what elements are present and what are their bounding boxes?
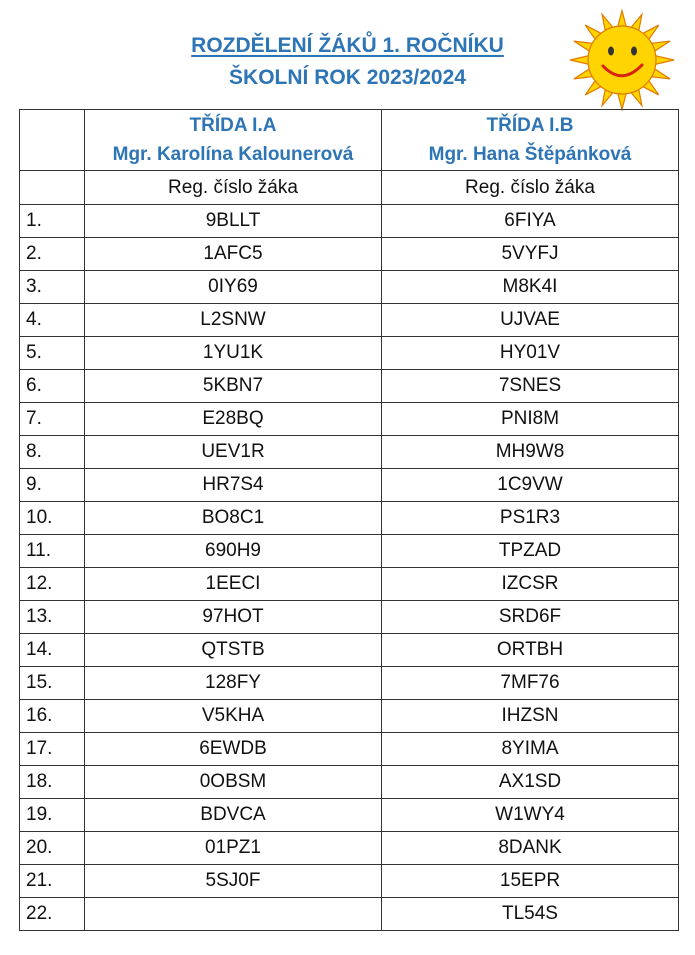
- class-a-reg-number: V5KHA: [85, 700, 382, 733]
- class-b-reg-number: MH9W8: [382, 436, 679, 469]
- class-b-reg-number: HY01V: [382, 337, 679, 370]
- class-b-reg-number: 6FIYA: [382, 205, 679, 238]
- sun-ray: [654, 55, 674, 64]
- row-number: 17.: [20, 733, 85, 766]
- title-line-1: ROZDĚLENÍ ŽÁKŮ 1. ROČNÍKU: [191, 34, 504, 57]
- class-a-reg-number: 0OBSM: [85, 766, 382, 799]
- class-a-reg-number: BO8C1: [85, 502, 382, 535]
- row-number: 20.: [20, 832, 85, 865]
- row-number: 19.: [20, 799, 85, 832]
- row-number: 18.: [20, 766, 85, 799]
- class-a-reg-number: HR7S4: [85, 469, 382, 502]
- class-a-reg-number: 5SJ0F: [85, 865, 382, 898]
- table-row: [20, 700, 679, 733]
- class-b-reg-number: 7SNES: [382, 370, 679, 403]
- table-row: [20, 436, 679, 469]
- class-a-reg-number: 1AFC5: [85, 238, 382, 271]
- row-number: 6.: [20, 370, 85, 403]
- row-number: 13.: [20, 601, 85, 634]
- class-a-reg-number: 6EWDB: [85, 733, 382, 766]
- class-b-reg-number: 1C9VW: [382, 469, 679, 502]
- class-b-name: TŘÍDA I.B: [486, 115, 574, 136]
- table-row: [20, 271, 679, 304]
- class-a-name: TŘÍDA I.A: [189, 115, 277, 136]
- row-number: 22.: [20, 898, 85, 931]
- class-a-reg-number: 9BLLT: [85, 205, 382, 238]
- row-number: 15.: [20, 667, 85, 700]
- blank-subheader-cell: [20, 171, 85, 205]
- class-header-row: [20, 110, 679, 171]
- table-row: [20, 601, 679, 634]
- class-b-reg-number: W1WY4: [382, 799, 679, 832]
- class-a-reg-number: 5KBN7: [85, 370, 382, 403]
- class-b-reg-number: IHZSN: [382, 700, 679, 733]
- class-b-reg-number: 7MF76: [382, 667, 679, 700]
- class-b-reg-number: 8YIMA: [382, 733, 679, 766]
- class-a-reg-number: 01PZ1: [85, 832, 382, 865]
- row-number: 9.: [20, 469, 85, 502]
- class-b-reg-number: IZCSR: [382, 568, 679, 601]
- row-number: 7.: [20, 403, 85, 436]
- class-roster-table: [19, 109, 679, 931]
- class-a-reg-number: L2SNW: [85, 304, 382, 337]
- class-b-reg-number: SRD6F: [382, 601, 679, 634]
- class-a-reg-number: E28BQ: [85, 403, 382, 436]
- class-a-reg-number: 128FY: [85, 667, 382, 700]
- class-a-reg-number: [85, 898, 382, 931]
- smiling-sun-icon: [556, 2, 688, 118]
- class-a-reg-number: 1YU1K: [85, 337, 382, 370]
- class-b-reg-number: PNI8M: [382, 403, 679, 436]
- row-number: 5.: [20, 337, 85, 370]
- table-row: [20, 865, 679, 898]
- class-b-header: [382, 110, 679, 171]
- table-row: [20, 568, 679, 601]
- table-row: [20, 469, 679, 502]
- table-row: [20, 799, 679, 832]
- row-number: 3.: [20, 271, 85, 304]
- table-row: [20, 667, 679, 700]
- class-b-teacher: Mgr. Hana Štěpánková: [428, 144, 632, 165]
- class-b-reg-number: 15EPR: [382, 865, 679, 898]
- table-row: [20, 898, 679, 931]
- table-row: [20, 205, 679, 238]
- table-row: [20, 502, 679, 535]
- table-row: [20, 535, 679, 568]
- class-a-reg-number: BDVCA: [85, 799, 382, 832]
- table-row: [20, 337, 679, 370]
- subheader-row: [20, 171, 679, 205]
- class-a-teacher: Mgr. Karolína Kalounerová: [112, 144, 354, 165]
- class-b-reg-number: 5VYFJ: [382, 238, 679, 271]
- class-b-reg-number: PS1R3: [382, 502, 679, 535]
- row-number: 8.: [20, 436, 85, 469]
- class-b-reg-number: TL54S: [382, 898, 679, 931]
- table-row: [20, 238, 679, 271]
- class-b-reg-number: ORTBH: [382, 634, 679, 667]
- class-a-reg-number: 97HOT: [85, 601, 382, 634]
- class-a-reg-number: UEV1R: [85, 436, 382, 469]
- class-a-reg-number: QTSTB: [85, 634, 382, 667]
- row-number: 16.: [20, 700, 85, 733]
- table-row: [20, 634, 679, 667]
- table-row: [20, 832, 679, 865]
- row-number: 11.: [20, 535, 85, 568]
- row-number: 2.: [20, 238, 85, 271]
- row-number: 12.: [20, 568, 85, 601]
- row-number: 4.: [20, 304, 85, 337]
- class-b-reg-number: AX1SD: [382, 766, 679, 799]
- row-number: 10.: [20, 502, 85, 535]
- class-a-reg-number: 690H9: [85, 535, 382, 568]
- class-b-reg-number: M8K4I: [382, 271, 679, 304]
- class-b-subheader: Reg. číslo žáka: [382, 171, 679, 205]
- class-a-reg-number: 1EECI: [85, 568, 382, 601]
- table-row: [20, 733, 679, 766]
- class-b-reg-number: 8DANK: [382, 832, 679, 865]
- class-a-reg-number: 0IY69: [85, 271, 382, 304]
- class-b-reg-number: UJVAE: [382, 304, 679, 337]
- table-row: [20, 403, 679, 436]
- blank-corner-cell: [20, 110, 85, 171]
- title-line-2: ŠKOLNÍ ROK 2023/2024: [229, 66, 466, 89]
- class-a-header: [85, 110, 382, 171]
- class-a-subheader: Reg. číslo žáka: [85, 171, 382, 205]
- table-row: [20, 766, 679, 799]
- class-b-reg-number: TPZAD: [382, 535, 679, 568]
- table-row: [20, 370, 679, 403]
- sun-ray: [570, 55, 590, 64]
- row-number: 14.: [20, 634, 85, 667]
- row-number: 1.: [20, 205, 85, 238]
- table-row: [20, 304, 679, 337]
- row-number: 21.: [20, 865, 85, 898]
